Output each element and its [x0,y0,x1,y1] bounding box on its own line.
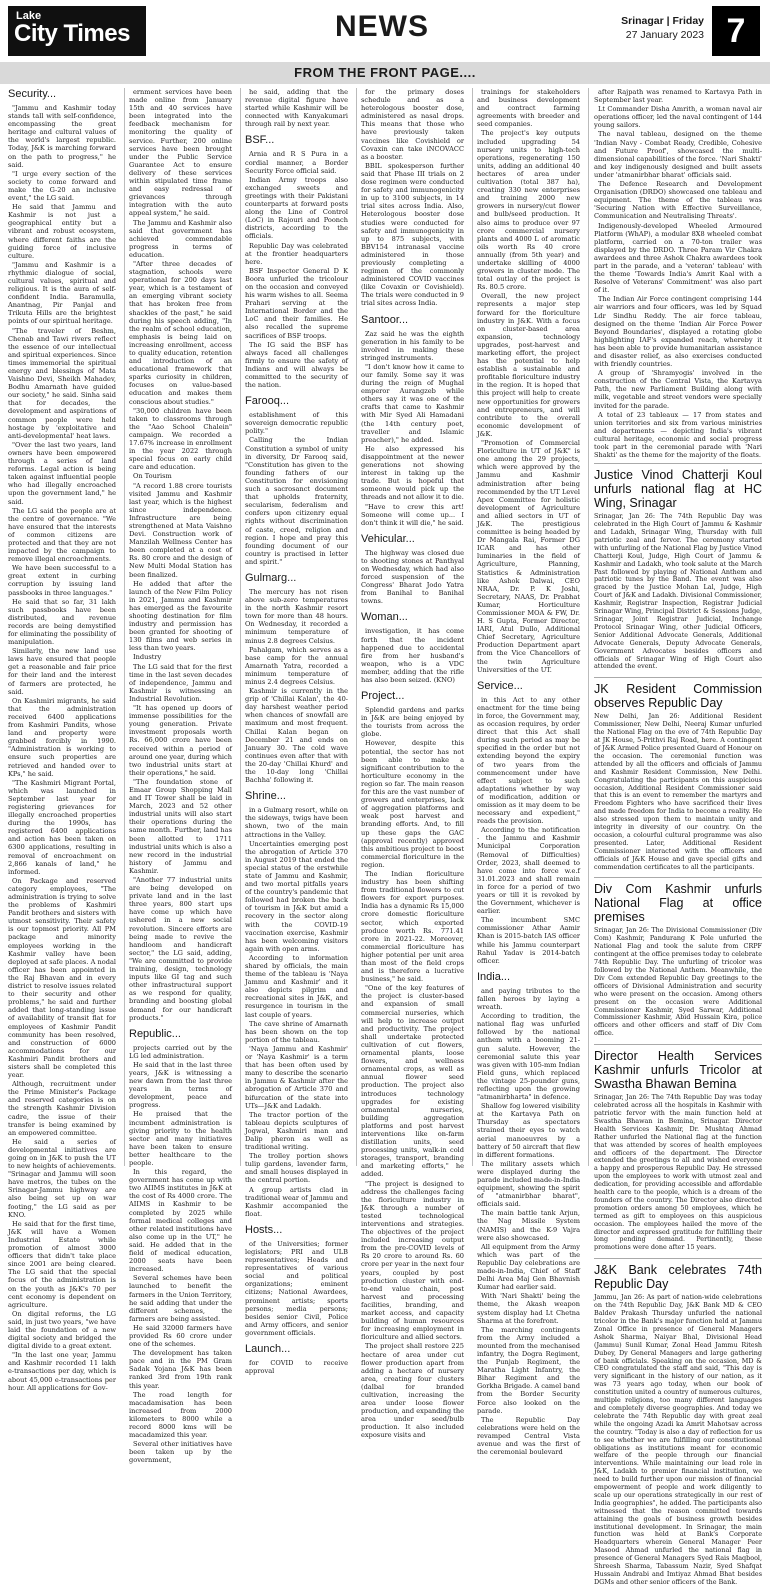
logo-main-text: City Times [14,20,130,47]
dateline [621,14,704,42]
news-brief-body: Jammu, Jan 26: As part of nation-wide celebrations on the 74th Republic Day, J&K Bank MD & CEO Baldev Prakash Thursday unfurled the national tricolor in the Bank's major function held at Jammu Zonal Office in presence of General Managers Ashok Sharma, Naiyar Bhal, Divisional Head (Jammu) Sunil Kumar, Zonal Head Jammu Ritesh Dubey, Dy General Managers and large gathering of bank officials. Speaking on the occasion, MD & CEO congratulated the staff and said, "This day is very significant in the history of our nation, as it was 73 years ago today, when our book of constitution united a country of numerous cultures, multiple religions, too many different languages and completely diverse geographies. And today we celebrate the 74th Republic day with great zeal while the ongoing Azadi ka Amrit Mahotsav across the country. "Today is also a day of reflection for us to see whether we are fulfilling our constitutional obligations as institutions meant for economic welfare of the people through our financial interventions. While maintaining our lead role in J&K, Ladakh to premier financial institution, we need to build further upon our mission of financial empowerment of people and work diligently to scale up our operations strategically in our rest of India geographies", he added. The participants also witnessed that the reason committed towards attaining the goals of business growth besides institutional development. In Srinagar, the main function was held at Bank's Corporate Headquarters wherein General Manager Peer Masood Ahmad unfurled the national flag in presence of General Managers Syed Rais Maqbool, Shreesh Sharma, Tabassum Nazir, Syed Shafqat Hussain Andrabi and Imtiyaz Ahmad Bhat besides DGMs and other senior officers of the Bank. [594,1293,762,1586]
article-paragraph: The Defence Research and Development Organisation (DRDO) showcased one tableau and equipment. The theme of the tableau was 'Securing Nation with Effective Surveillance, Communication and Neutralising Threats'. [594,180,762,221]
article-paragraph: "Promotion of Commercial Floriculture in UT of J&K" is one among the 29 projects, which were approved by the Jammu and Kashmir administration after being recommended by the UT Level Apex Committee for holistic development of Agriculture and allied sectors in UT of J&K. The prestigious committee is being headed by Dr Mangala Rai, Former DG ICAR and has other luminaries in the field of Agriculture, Planning, Statistics & Administration like Ashok Dalwai, CEO NRAA, Dr. P. K Joshi, Secretary, NAAS, Dr. Prabhat Kumar, Horticulture Commissioner MOA & FW, Dr. H. S Gupta, Former Director, IARI, Atul Dullo, Additional Chief Secretary, Agriculture Production Department apart from the Vice Chancellors of the twin Agriculture Universities of the UT. [477,439,580,674]
story-divider [594,463,762,464]
article-paragraph: The naval tableau, designed on the theme 'Indian Navy - Combat Ready, Credible, Cohesive and Future Proof', showcased the multi-dimensional capabilities of the force. 'Nari Shakti' and key indigenously designed and built assets under 'atmanirbhar bharat' officials said. [594,130,762,179]
article-paragraph: The cave shrine of Amarnath has been shown on the top portion of the tableau. [245,1019,348,1044]
article-paragraph: However, despite this potential, the sector has not been able to make a significant contribution to the horticulture economy in the region so far. The main reason for this are the vast number of growers and enterprises, lack of aggregation platforms and weak post harvest and branding efforts. And, to fill up these gaps the GAC (approval recently) approved this ambitious project to boost commercial floriculture in the region. [361,739,464,869]
article-paragraph: The mercury has not risen above sub-zero temperatures in the north Kashmir resort town for more than 48 hours. On Wednesday, it recorded a minimum temperature of minus 2.8 degrees Celsius. [245,587,348,645]
continued-story-kicker: Santoor... [361,313,409,326]
article-paragraph: He praised that the incumbent administration is giving priority to the health sector and many initiatives have been taken to ensure better healthcare to the people. [129,1110,232,1167]
article-paragraph: BSF Inspector General D K Boora unfurled the tricolour on the occasion and conveyed his warm wishes to all. Seema Prahari serving at the International Border and the LoC and their families. He also recalled the supreme sacrifices of BSF troops. [245,266,348,340]
article-paragraph: The incumbent SMC commissioner Athar Aamir Khan is 2015-batch IAS officer while his Jammu counterpart Rahul Yadav is 2014-batch officer. [477,916,580,965]
article-paragraph: The marching contingents from the Army included a mounted from the mechanised infantry, the Dogra Regiment, the Punjab Regiment, the Maratha Light Infantry, the Bihar Regiment and the Gorkha Brigade. A camel band from the Border Security Force also looked on the parade. [477,1325,580,1415]
article-paragraph: Indian Army troops also exchanged sweets and greetings with their Pakistani counterparts at forward posts along the Line of Control (LoC) in Rajouri and Poonch districts, according to the officials. [245,175,348,241]
article-paragraph: "Over the last two years, land owners have been empowered through a series of land reforms. Legal action is being taken against influential people who had illegally encroached upon the government land," he said. [8,440,116,506]
article-paragraph: Pahalgam, which serves as a base camp for the annual Amarnath Yatra, recorded a minimum temperature of minus 2.4 degrees Celsius. [245,645,348,686]
article-paragraph: The project shall restore 225 hectare of area under cut flower production apart from adding a hectare of nursery area, creating four clusters (dalbal for branded cultivation, increasing the area under loose flower production, and expanding the area under seed/bulb production. It also included exposure visits and [361,1342,464,1440]
news-brief-body: Srinagar, Jan 26: The 74th Republic Day was today celebrated across all the hospitals in Kashmir with patriotic fervor with the main function held at Swastha Bhawan in Bemina, Srinagar. Director Health Services Kashmir, Dr. Mushtaq Ahmad Rather unfurled the National flag at the function that was attended by scores of health employees and officers of the department. The Director extended the greetings to all and wished everyone a happy and prosperous Republic Day. He stressed upon the employees to work with utmost zeal and dedication, for providing accessible and affordable health care to the people, which is a dream of the founders of the country. The Director also directed promotion orders among 50 employees, which he termed as gift to employees on this auspicious occasion. The employees hailed the move of the director and expressed gratitude for fulfilling their long pending demand. Pertinently, these promotions were done after 15 years. [594,1093,762,1252]
article-paragraph: The LG said the people are at the centre of governance. "We have ensured that the interests of common citizens are protected and that they are not impacted by the campaign to remove illegal encroachments. [8,506,116,564]
article-paragraph: "The foundation stone of Emaar Group Shopping Mall and IT Tower shall be laid in March, 2023 and 52 other industrial units will also start their operations during the same month. Further, land has been allotted to 1711 industrial units which is also a new record in the industrial history of Jammu and Kashmir. [129,777,232,875]
article-paragraph: ernment services have been made online from January 15th and 40 services have been integrated into the feedback mechanism for monitoring the quality of service. Further, 200 online services have been brought under the Public Service Guarantee Act to ensure delivery of these services within stipulated time frame and easy redressal of grievances through integration with the auto appeal system," he said. [129,88,232,218]
article-paragraph: in this Act to any other enactment for the time being in force, the Government may, as occasion requires, by order direct that this Act shall during such period as may be specified in the order but not extending beyond the expiry of two years from the commencement under have effect subject to such adaptations whether by way of modification, addition or omission as it may deem to be necessary and expedient," reads the provision. [477,695,580,826]
masthead [0,0,770,62]
article-paragraph: According to the notification - the Jammu and Kashmir Municipal Corporation (Removal of Difficulties) Order, 2023, shall deemed to have come into force w.e.f 31.01.2023 and shall remain in force for a period of two years or till it is revoked by the Government, whichever is earlier. [477,826,580,916]
article-paragraph: "Jammu and Kashmir is a rhythmic dialogue of social, cultural values, spiritual and religious. It is the aura of self-confident India. Baramulla, Anantnag, Pir Panjal and Trikuta Hills are the brightest points of our spiritual heritage. [8,260,116,326]
article-paragraph: The development has taken pace and in the PM Gram Sadak Yojana J&K has been ranked 3rd from 19th rank this year. [129,1349,232,1390]
continued-story-kicker: Farooq... [245,395,290,408]
logo-top-text: Lake [16,10,42,22]
continued-story-kicker: Service... [477,679,523,692]
article-paragraph: On digital reforms, the LG said, in just two years, "we have laid the foundation of a new digital society and bridged the digital divide to a great extent. [8,1309,116,1351]
article-paragraph: The project's key outputs included upgrading 54 nursery units to high-tech operations, regenerating 150 units, adding an additional 40 hectares of area under cultivation (total 387 ha), creating 330 new enterprises and training 2000 new growers in nursery/cut flower and bulb/seed production. It also aims to produce over 97 crore commercial nursery plants and 4000 L of aromatic oils worth Rs 40 crore annually (from 5th year) and undertake skilling of 4000 growers in cluster mode. The total outlay of the project is Rs. 80.5 crore. [477,129,580,292]
story-divider [594,677,762,678]
article-paragraph: of the Universities; former legislators; PRI and ULB representatives; Heads and representatives of various social and political organizations; eminent citizens; National Awardees, prominent artists; sports persons; media persons; besides senior Civil, Police and Army officers, and senior government officials. [245,1239,348,1337]
article-paragraph: Kashmir is currently in the grip of 'Chillai Kalan', the 40-day harshest weather period when chances of snowfall are maximum and most frequent. Chillai Kalan began on December 21 and ends on January 30. The cold wave continues even after that with the 20-day 'Chillai Khurd' and the 10-day long 'Chillai Bachha' following it. [245,687,348,785]
article-paragraph: The IG said the BSF has always faced all challenges firmly to ensure the safety of Indians and will always be committed to the security of the nation. [245,340,348,390]
article-paragraph: "Another 77 industrial units are being developed on private land and in the last three years, 800 start ups have come up which have ushered in a new social revolution. Sincere efforts are being made to revive the handloom and handicraft sector," the LG said, adding, "We are committed to provide training, design, technology inputs like GI tag and such other infrastructural support as we respond for quality, branding and boosting global demand for our handicraft products." [129,876,232,1022]
column-5 [472,88,584,1457]
article-paragraph: The Jammu and Kashmir also said that government has achieved commendable progress in terms of education. [129,218,232,259]
article-paragraph: Calling the Indian Constitution a symbol of unity in diversity, Dr Farooq said, "Constitution has given to the founding fathers of our Constitution for envisioning such a sacrosanct document that upholds fraternity, secularism, federalism and confers upon citizenry equal rights without discrimination of caste, creed, religion and region. I hope and pray this founding document of our country is practised in letter and spirit." [245,436,348,566]
article-paragraph: Splendid gardens and parks in J&K are being enjoyed by the tourists from across the globe. [361,706,464,739]
section-title: NEWS [335,10,429,43]
article-paragraph: "I urge every section of the society to come forward and make the G-20 an inclusive event," the LG said. [8,169,116,203]
newspaper-logo[interactable] [8,6,146,56]
news-brief [594,1044,762,1252]
news-brief-headline[interactable]: Div Com Kashmir unfurls National Flag at office premises [594,882,762,925]
dateline-date: 27 January 2023 [625,29,704,41]
article-paragraph: On Tourism [133,472,172,481]
story-divider [594,1258,762,1259]
article-paragraph: He also expressed his disappointment at the newer generations not showing interest in taking up the trade. But is hopeful that someone would pick up the threads and not allow it to die. [361,444,464,502]
news-brief [594,677,762,871]
article-paragraph: BBIL spokesperson further said that Phase III trials on 2 dose regimen were conducted for safety and immunogenicity in up to 3100 subjects, in 14 trial sites across India. Also, Heterologous booster dose studies were conducted for safety and immunogenicity in up to 875 subjects, with BBV154 intranasal vaccine administered in those previously completing a regimen of the commonly administered COVID vaccines (like Covaxin or Covishield). The trials were conducted in 9 trial sites across India. [361,161,464,308]
article-paragraph: "After three decades of stagnation, schools were operational for 200 days last year, which is a testament of an emerging vibrant society that has broken free from shackles of the past," he said during his speech adding, "In the realm of school education, emphasis is being laid on increasing enrollment, access to quality education, retention and introduction of an educational framework that sparks curiosity in children, focuses on value-based education and makes them conscious about studies." [129,259,232,406]
article-paragraph: In this regard, the government has come up with two AIIMS institutes in J&K at the cost of Rs 4000 crore. The AIIMS in Kashmir to be completed by 2025 while formal medical colleges and other related institutions have also come up in the UT," he said. He added that in the field of medical education, 2000 seats have been increased. [129,1168,232,1274]
article-paragraph: Several schemes have been launched to benefit the farmers in the Union Territory, he said adding that under the different schemes, the farmers are being assisted. [129,1274,232,1323]
news-brief-headline[interactable]: J&K Bank celebrates 74th Republic Day [594,1263,762,1292]
news-brief-body: New Delhi, Jan 26: Additional Resident Commissioner, New Delhi, Neeraj Kumar unfurled the National Flag on the eve of 74th Republic Day at JK House, 5-Prithvi Raj Road, here. A contingent of J&K Armed Police presented Guard of Honour on the occasion. The ceremonial function was attended by all the officers and officials of Jammu and Kashmir Resident Commission, New Delhi. Congratulating the participants on this auspicious occasion, Additional Resident Commissioner said that this is an event to remember the martyrs and Freedom Fighters who have sacrificed their lives and made freedom for India to become a reality. He also stressed upon them to maintain unity and integrity in diversity of our country. On the occasion, a colourful cultural programme was also presented. Later, Additional Resident Commissioner interacted with the officers and officials of J&K House and gave special gifts and commendation certificates to all the participants. [594,712,762,871]
article-paragraph: A group of 'Shramyogis' involved in the construction of the Central Vista, the Kartavya Path, the new Parliament Building along with milk, vegetable and street vendors were specially invited for the parade. [594,369,762,410]
article-paragraph: "In the last one year, Jammu and Kashmir recorded 11 lakh e-transactions per day, which is about 45,000 e-transactions per hour. All applications for Gov- [8,1351,116,1392]
article-paragraph: "The traveler of Beshm, Chenab and Tawi rivers reflect the essence of our intellectual and spiritual experiences. Since times immemorial the spiritual energy and blessings of Mata Vaishno Devi, Sheikh Mahadev, Bodhu Amarnath have guided our society," he said. Sinha said that for decades, the development and aspirations of common people were held hostage by 'exploitative and anti-developmental' heat laws. [8,326,116,440]
news-brief [594,877,762,1038]
article-paragraph: He said that so far, 31 lakh such passbooks have been distributed, and revenue records are being demystified for eliminating the possibility of manipulation. [8,597,116,647]
article-paragraph: He said that in the last three years, J&K is witnessing a new dawn from the last three years in terms of development, peace and progress. [129,1060,232,1110]
story-divider [594,1044,762,1045]
article-paragraph: after Rajpath was renamed to Kartavya Path in September last year. [594,88,762,105]
article-paragraph: he said, adding that the revenue digital figure have started while Kashmir will be connected with Kanyakumari through rail by next year. [245,88,348,129]
continued-story-kicker: Shrine... [245,790,286,803]
article-paragraph: "I don't know how it came to our family. Some say it was during the reign of Mughal emperor Aurangzeb while others say it was one of the crafts that came to Kashmir with Mir Syed Ali Hamadani (the 14th century poet, traveller and Islamic preacher)," he added. [361,362,464,444]
article-paragraph: "30,000 children have been taken to classrooms through the "Aao School Chalein" campaign. We recorded a 17.67% increase in enrollment in the year 2022 through special focus on early child care and education. [129,406,232,472]
article-paragraph: The Indian Air Force contingent comprising 144 air warriors and four officers, was led by Squad Ldr Sindhu Reddy. The air force tableau, designed on the theme 'Indian Air Force Power Beyond Boundaries', displayed a rotating globe highlighting IAF's expanded reach, whereby it has been able to provide humanitarian assistance and disaster relief, as also exercises conducted with friendly countries. [594,295,762,369]
continued-story-kicker: Vehicular... [361,532,415,545]
article-paragraph: for the primary doses schedule and as a heterologous booster dose, administered as nasal drops. This means that those who have previously taken vaccines like Covishield or Covaxin can take iNCOVACC as a booster. [361,88,464,161]
article-paragraph: He said a series of developmental initiatives are going on in J&K to push the UT to new heights of achievements. "Srinagar and Jammu will soon have metros, the tubes on the Srinagar-Jammu highway are also being set up on war footing," the LG said as per KNO. [8,1137,117,1219]
article-paragraph: Overall, the new project represents a major step forward for the floriculture industry in J&K. With a focus on cluster-based area expansion, technology upgrades, post-harvest and marketing effort, the project has the potential to help establish a sustainable and profitable floriculture industry in the region. It is hoped that this project will help to create new opportunities for growers and entrepreneurs, and will contribute to the overall economic development of J&K. [477,292,580,438]
column-1 [8,88,120,1392]
dateline-city: Srinagar | Friday [621,15,704,27]
article-paragraph: The Republic Day celebrations were held on the revamped Central Vista avenue and was the first of the ceremonial boulevard [477,1415,580,1457]
article-paragraph: He added that after the launch of the New Film Policy in 2021, Jammu and Kashmir has emerged as the favourite shooting destination for film industry and permission has been granted for shooting of 130 films and web series in less than two years. [129,579,232,653]
article-paragraph: Indigenously-developed Wheeled Armoured Platform (WhAP), a modular 8X8 wheeled combat platform, carried on a 70-ton trailer was displayed by the DRDO. Three Param Vir Chakra awardees and three Ashok Chakra awardees took part in the parade, and a 'veteran' tableau' with the theme 'Towards India's Amrit Kaal with a Resolve of Veterans' Commitment' was also part of it. [594,221,762,295]
article-paragraph: Shallow fog lowered visibility at the Kartavya Path on Thursday as spectators strained their eyes to watch aerial manoeuvres by a battery of 50 aircraft that flew in different formations. [477,1102,580,1159]
article-paragraph: On Kashmiri migrants, he said that the administration received 6400 applications from Kashmiri Pandits, whose land and property were grabbed forcibly in 1990. "Administration is working to ensure such properties are retrieved and handed over to KPs," he said. [8,696,116,778]
continued-story-kicker: Hosts... [245,1223,283,1236]
article-paragraph: Arnia and R S Pura in a cordial manner, a Border Security Force official said. [245,150,348,175]
news-briefs [594,463,762,1587]
article-paragraph: He said that Jammu and Kashmir is not just a geographical entity but a vibrant and robust ecosystem, where different faiths are the guiding force of inclusive culture. [8,203,116,260]
article-paragraph: Industry [133,653,162,662]
article-paragraph: trainings for stakeholders and business development and contract farming agreements with breeder and seed companies. [477,88,580,129]
article-paragraph: Similarly, the new land use laws have ensured that people get a reasonable and fair price for their land and the interest of farmers are protected, he said. [8,647,116,696]
article-paragraph: A total of 23 tableaux — 17 from states and union territories and six from various ministries and departments — depicting India's vibrant cultural heritage, economic and social progress took part in the ceremonial parade with 'Nari Shakti' as the theme for the majority of the floats. [594,410,762,460]
continued-story-kicker: Gulmarg... [245,571,297,584]
article-paragraph: Several other initiatives have been taken up by the government, [129,1440,232,1465]
column-6 [588,88,762,1586]
article-paragraph: The tractor portion of the tableau depicts sculptures of Jogwal, Kashmiri man and Dalip pheron as well as traditional writing. [245,1110,348,1152]
article-paragraph: Zaz said he was the eighth generation in his family to be involved in making these stringed instruments. [361,329,464,362]
news-brief-body: Srinagar, Jan 26: The Divisional Commissioner (Div Com) Kashmir, Pandurang K Pole unfurled the National Flag and took the salute from CRPF contingent at the office premises today to celebrate 74th Republic Day. The unfurling of tricolor was followed by the National Anthem. Meanwhile, the Div Com extended Republic Day greetings to the officers of Divisional Administration and security who were present on the occasion. Among others present on the occasion were Additional Commissioner Kashmir, Syed Sarwar, Additional Commissioner Kashmir, Abid Hussain Kira, police officers and other officers and staff of Div Com office. [594,926,762,1038]
article-paragraph: The road length for macadamisation has been increased from 2000 kilometers to 8000 while a record 8000 kms will be macadamized this year. [129,1390,232,1440]
article-paragraph: The Indian floriculture industry has been shifting from traditional flowers to cut flowers for export purposes. India has a dynamic Rs 15,000 crore domestic floriculture sector, which exported produce worth Rs. 771.41 crore in 2021-22. Moreover, commercial floriculture has higher potential per unit area than most of the field crops and is therefore a lucrative business," he said. [361,869,464,984]
article-columns [8,88,762,1586]
article-paragraph: "The project is designed to address the challenges facing the floriculture industry in J&K through a number of tested technological interventions and strategies. The objectives of the project included increasing output from the pre-COVID levels of Rs 20 crore to around Rs. 60 crore per year in the next four years, coupled by post production cluster with end-to-end value chain, post harvest and processing facilities, branding, and market access, and capacity building of human resources for increasing employment in floriculture and allied sectors. [361,1179,464,1342]
news-brief [594,1258,762,1587]
article-paragraph: "One of the key features of the project is cluster-based and expansion of small commercial nurseries, which will help to increase output and productivity. The project shall undertake protected cultivation of cut flowers, ornamental plants, loose flowers, and wellness ornamental crops, as well as annual flower seed production. The project also introduces technology upgrades for existing ornamental nurseries, building aggregation platforms and post harvest interventions like on-farm distillation units, seed processing units, walk-in cold storages, transport, branding and marketing efforts," he added. [361,984,464,1179]
article-paragraph: "Jammu and Kashmir today stands tall with self-confidence, encompassing the great heritage and cultural values of the world's largest republic. Today, J&K is marching forward on the path to progress," he said. [8,104,116,169]
story-divider [594,877,762,878]
article-paragraph: The trolley portion shows tulip gardens, lavender farm, and small houses displayed in the central portion. [245,1152,348,1185]
news-brief [594,463,762,671]
article-paragraph: establishment of this sovereign democratic republic polity." [245,411,348,436]
article-paragraph: Republic Day was celebrated at the frontier headquarters here. [245,241,348,266]
article-paragraph: "Have to crew this art! Someone will come up... I don't think it will die," he said. [361,502,464,527]
article-paragraph: The highway was closed due to shooting stones at Panthyal on Wednesday, which had also forced suspension of the Congress' Bharat Jodo Yatra from Banihal to Banihal towns. [361,548,464,606]
news-brief-body: Srinagar, Jan 26: The 74th Republic Day was celebrated in the High Court of Jammu & Kashmir and Ladakh, Srinagar Wing, Thursday with full patriotic zeal and fervor. The ceremony started with unfurling of the National Flag by Justice Vinod Chatterji Koul, Judge, High Court of Jammu & Kashmir and Ladakh, who took salute at the March Past followed by playing of National Anthem and patriotic tunes by the Band. The event was also graced by the Justice Mohan Lal, Judge, High Court of J&K and Ladakh. Divisional Commissioner, Kashmir, Registrar Inspection, Registrar Judicial Srinagar Wing, Principal District & Sessions Judge, Srinagar, Joint Registrar Judicial, Inchange Protocol Srinagar Wing, other Judicial Officers, Senior Additional Advocate Generals, Additional Advocate Generals, Deputy Advocate Generals, Government Advocates besides officers and officials of Srinagar Wing of High Court also attended the event. [594,512,762,671]
continued-story-kicker: Security... [8,88,57,100]
article-paragraph: "The Kashmiri Migrant Portal, which was launched in September last year for registering grievances for illegally encroached properties during the 1990s, has registered 6400 applications and action has been taken on 6300 applications, resulting in removal of encroachment on 2,866 kanals of land," he informed. [8,778,116,876]
article-paragraph: 'Naya Jammu and Kashmir' or 'Naya Kashmir' is a term that has been often used by many to describe the scenario in Jammu & Kashmir after the abrogation of Article 370 and bifurcation of the state into UTs—J&K and Ladakh. [245,1044,348,1110]
continued-story-kicker: Woman... [361,611,408,624]
news-brief-headline[interactable]: Director Health Services Kashmir unfurls Tricolor at Swastha Bhawan Bemina [594,1049,762,1092]
article-paragraph: We have been successful to a great extent in curbing corruption by issuing land passbooks in three languages." [8,564,116,597]
article-paragraph: On Package and reserved category employees, "The administration is trying to solve the problems of Kashmiri Pandit brothers and sisters with utmost sensitivity. Their safety is our topmost priority. All PM package and minority employees working in the Kashmir valley have been deployed at safe places. A nodal officer has been appointed in the Raj Bhavan and in every district to resolve issues related to their security and other problems," he said and further added that long-standing issue of availability of transit flat for employees of Kashmir Pandit community has been resolved, and construction of 6000 accommodations for our Kashmiri Pandit brothers and sisters shall be completed this year. [8,876,116,1080]
article-paragraph: "It has opened up doors of immense possibilities for the young generation. Private investment proposals worth Rs. 66,000 crore have been received within a period of around one year, during which two industrial units start at their operations," he said. [129,704,232,777]
continued-story-kicker: Project... [361,690,405,703]
article-paragraph: According to information shared by officials, the main theme of the tableau is 'Naya Jammu and Kashmir' and it also depicts pilgrim and recreational sites in J&K, and resurgence in tourism in the last couple of years. [245,953,348,1019]
news-brief-headline[interactable]: JK Resident Commission observes Republic Day [594,682,762,711]
article-paragraph: "A record 1.88 crore tourists visited Jammu and Kashmir last year, which is the highest since independence. Infrastructure are being strengthened at Mata Vaishno Devi. Construction work of Manzilah Wellness Center has been completed at a cost of Rs. 80 crore and the design of New Multi Modal Station has been finalized. [129,481,232,579]
article-paragraph: The LG said that for the first time in the last seven decades of independence, Jammu and Kashmir is witnessing an Industrial Revolution. [129,662,232,703]
article-paragraph: The main battle tank Arjun, the Nag Missile System (NAMIS) and the K-9 Vajra were also showcased. [477,1209,580,1242]
article-paragraph: Lt Commander Disha Amrith, a woman naval air operations officer, led the naval contingent of 144 young sailors. [594,105,762,130]
news-brief-headline[interactable]: Justice Vinod Chatterji Koul unfurls national flag at HC Wing, Srinagar [594,468,762,511]
continued-story-kicker: India... [477,970,511,983]
article-paragraph: He said that for the first time, J&K will have a Women Industrial Estate while promotion of almost 3000 officers that didn't take place since 2001 are being cleared. The LG said that the special focus of the administration is on the youth as J&K's 70 per cent economy is dependent on agriculture. [8,1219,116,1309]
column-6-continuation [594,88,762,459]
article-paragraph: The military assets which were displayed during the parade included made-in-India equipment, showing the spirit of "atmanirbhar bharat", officials said. [477,1159,580,1209]
article-paragraph: projects carried out by the LG led administration. [129,1043,232,1060]
column-3 [240,88,352,1376]
article-paragraph: investigation, it has come forth that the incident happened due to accidental fire from her husband's weapon, who is a VDC member, adding that the rifle has also been seized. (KNO) [361,627,464,684]
continued-story-kicker: BSF... [245,134,275,147]
article-paragraph: for COVID to receive approval [245,1359,348,1376]
article-paragraph: Although, recruitment under the Prime Minister's Package and reserved categories is on the strength Kashmir Division cadre, the issue of their transfer is being examined by an empowered committee. [8,1080,116,1137]
page-number: 7 [712,6,760,56]
section-banner: FROM THE FRONT PAGE.... [0,62,770,84]
article-paragraph: in a Gulmarg resort, while on the sideways, twigs have been shown, two of the main attractions in the Valley. [245,806,348,839]
article-paragraph: With 'Nari Shakti' being the theme, the Akash weapon system display had Lt Chetna Sharma at the forefront. [477,1292,580,1325]
article-paragraph: Uncertainties emerging post the abrogation of Article 370 in August 2019 that ended the special status of the erstwhile state of Jammu and Kashmir, and two mortal pitfalls years of the country's pandemic that followed had broken the back of tourism in J&K but amid a recovery in the sector along with the COVID-19 vaccination exercise, Kashmir has been welcoming visitors again with open arms. [245,839,348,953]
continued-story-kicker: Launch... [245,1343,291,1356]
column-4 [356,88,468,1440]
article-paragraph: A group artists clad in traditional wear of Jammu and Kashmir accompanied the float. [245,1185,348,1218]
column-2 [124,88,236,1465]
article-paragraph: and paying tributes to the fallen heroes by laying a wreath. [477,986,580,1012]
article-paragraph: He said 32000 farmers have provided Rs 60 crore under one of the schemes. [129,1323,232,1349]
article-paragraph: All equipment from the Army which was part of the Republic Day celebrations are made-in-India, Chief of Staff Delhi Area Maj Gen Bhavnish Kumar had earlier said. [477,1242,580,1292]
continued-story-kicker: Republic... [129,1027,181,1040]
article-paragraph: According to tradition, the national flag was unfurled followed by the national anthem with a booming 21-gun salute. However, the ceremonial salute this year was given with 105-mm Indian Field guns, which replaced the vintage 25-pounder guns, reflecting upon the growing "atmanirbharta" in defence. [477,1012,580,1102]
